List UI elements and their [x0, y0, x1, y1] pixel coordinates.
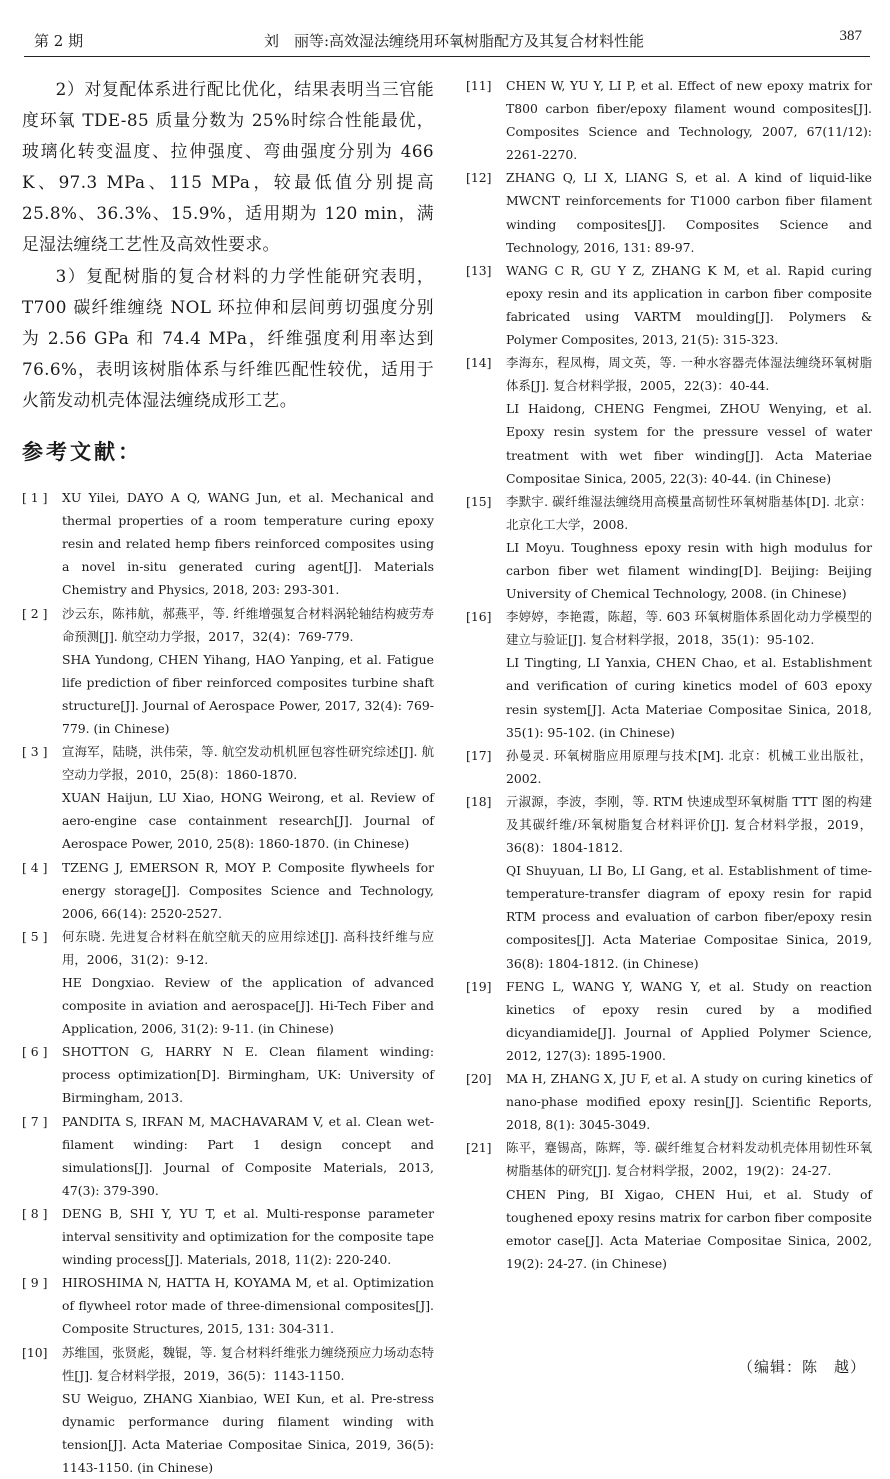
- reference-text: 李默宇. 碳纤维湿法缠绕用高模量高韧性环氧树脂基体[D]. 北京：北京化工大学，2008.: [506, 490, 872, 536]
- reference-number: [ 2 ]: [22, 602, 60, 625]
- reference-number: [ 6 ]: [22, 1040, 60, 1063]
- reference-number: [ 1 ]: [22, 486, 60, 509]
- reference-number: [16]: [466, 605, 504, 628]
- reference-text: ZHANG Q, LI X, LIANG S, et al. A kind of liquid-like MWCNT reinforcements for T1000 carbon fiber filament winding composites[J]. Composites Science and Technology, 2016, 131: 89-97.: [506, 166, 872, 258]
- conclusion-paragraph-3: 3）复配树脂的复合材料的力学性能研究表明，T700 碳纤维缠绕 NOL 环拉伸和层间剪切强度分别为 2.56 GPa 和 74.4 MPa，纤维强度利用率达到 76.6%，表明该树脂体系与纤维匹配性较优，适用于火箭发动机壳体湿法缠绕成形工艺。: [22, 261, 434, 416]
- conclusion-paragraph-2: 2）对复配体系进行配比优化，结果表明当三官能度环氧 TDE-85 质量分数为 25%时综合性能最优，玻璃化转变温度、拉伸强度、弯曲强度分别为 466 K、97.3 MPa、115 MPa，较最低值分别提高 25.8%、36.3%、15.9%，适用期为 120 min，满足湿法缠绕工艺性及高效性要求。: [22, 74, 434, 261]
- reference-number: [ 8 ]: [22, 1202, 60, 1225]
- reference-item: [22, 1271, 434, 1340]
- reference-number: [11]: [466, 74, 504, 97]
- reference-number: [15]: [466, 490, 504, 513]
- reference-number: [18]: [466, 790, 504, 813]
- reference-item: [466, 744, 872, 790]
- references-heading: 参考文献：: [22, 436, 434, 466]
- reference-item: [22, 1202, 434, 1271]
- reference-text: 何东晓. 先进复合材料在航空航天的应用综述[J]. 高科技纤维与应用，2006，31(2)：9-12.: [62, 925, 434, 971]
- reference-list-left: [22, 486, 434, 1479]
- reference-number: [ 5 ]: [22, 925, 60, 948]
- reference-item: [466, 605, 872, 744]
- reference-text: MA H, ZHANG X, JU F, et al. A study on curing kinetics of nano-phase modified epoxy resin[J]. Scientific Reports, 2018, 8(1): 3045-3049.: [506, 1067, 872, 1136]
- reference-item: [466, 1067, 872, 1136]
- reference-number: [12]: [466, 166, 504, 189]
- reference-english-text: LI Tingting, LI Yanxia, CHEN Chao, et al. Establishment and verification of curing kinetics model of 603 epoxy resin system[J]. Acta Materiae Compositae Sinica, 2018, 35(1): 95-102. (in Chinese): [506, 651, 872, 743]
- reference-text: TZENG J, EMERSON R, MOY P. Composite flywheels for energy storage[J]. Composites Science and Technology, 2006, 66(14): 2520-2527.: [62, 856, 434, 925]
- running-header: [24, 26, 870, 57]
- reference-text: 宣海军，陆晓，洪伟荣，等. 航空发动机机匣包容性研究综述[J]. 航空动力学报，2010，25(8)：1860-1870.: [62, 740, 434, 786]
- reference-text: 李婷婷，李艳霞，陈超，等. 603 环氧树脂体系固化动力学模型的建立与验证[J]. 复合材料学报，2018，35(1)：95-102.: [506, 605, 872, 651]
- reference-item: [466, 790, 872, 975]
- reference-text: XU Yilei, DAYO A Q, WANG Jun, et al. Mechanical and thermal properties of a room temperature curing epoxy resin and related hemp fibers reinforced composites using a novel in-situ generated curing agent[J]. Materials Chemistry and Physics, 2018, 203: 293-301.: [62, 486, 434, 601]
- reference-english-text: CHEN Ping, BI Xigao, CHEN Hui, et al. Study of toughened epoxy resins matrix for carbon fiber composite emotor case[J]. Acta Materiae Compositae Sinica, 2002, 19(2): 24-27. (in Chinese): [506, 1183, 872, 1275]
- reference-english-text: HE Dongxiao. Review of the application of advanced composite in aviation and aerospace[J]. Hi-Tech Fiber and Application, 2006, 31(2): 9-11. (in Chinese): [62, 971, 434, 1040]
- reference-number: [20]: [466, 1067, 504, 1090]
- reference-number: [13]: [466, 259, 504, 282]
- reference-number: [10]: [22, 1341, 60, 1364]
- issue-label: 第 2 期: [34, 30, 83, 51]
- reference-text: 陈平，蹇锡高，陈辉，等. 碳纤维复合材料发动机壳体用韧性环氧树脂基体的研究[J]. 复合材料学报，2002，19(2)：24-27.: [506, 1136, 872, 1182]
- reference-item: [22, 925, 434, 1040]
- reference-text: SHOTTON G, HARRY N E. Clean filament winding: process optimization[D]. Birmingham, UK: University of Birmingham, 2013.: [62, 1040, 434, 1109]
- reference-number: [ 4 ]: [22, 856, 60, 879]
- reference-english-text: SU Weiguo, ZHANG Xianbiao, WEI Kun, et al. Pre-stress dynamic performance during filament winding with tension[J]. Acta Materiae Compositae Sinica, 2019, 36(5): 1143-1150. (in Chinese): [62, 1387, 434, 1479]
- reference-item: [22, 1341, 434, 1479]
- reference-item: [22, 486, 434, 601]
- reference-number: [17]: [466, 744, 504, 767]
- reference-english-text: QI Shuyuan, LI Bo, LI Gang, et al. Establishment of time-temperature-transfer diagram of epoxy resin for rapid RTM process and evaluation of carbon fiber/epoxy resin composites[J]. Acta Materiae Compositae Sinica, 2019, 36(8): 1804-1812. (in Chinese): [506, 859, 872, 974]
- reference-english-text: LI Haidong, CHENG Fengmei, ZHOU Wenying, et al. Epoxy resin system for the pressure vessel of water treatment with wet fiber winding[J]. Acta Materiae Compositae Sinica, 2005, 22(3): 40-44. (in Chinese): [506, 397, 872, 489]
- reference-item: [466, 1136, 872, 1275]
- reference-english-text: XUAN Haijun, LU Xiao, HONG Weirong, et al. Review of aero-engine case containment research[J]. Journal of Aerospace Power, 2010, 25(8): 1860-1870. (in Chinese): [62, 786, 434, 855]
- reference-number: [ 9 ]: [22, 1271, 60, 1294]
- reference-text: HIROSHIMA N, HATTA H, KOYAMA M, et al. Optimization of flywheel rotor made of three-dimensional composites[J]. Composite Structures, 2015, 131: 304-311.: [62, 1271, 434, 1340]
- reference-item: [466, 490, 872, 605]
- reference-item: [466, 351, 872, 490]
- reference-number: [14]: [466, 351, 504, 374]
- reference-number: [ 7 ]: [22, 1110, 60, 1133]
- reference-text: WANG C R, GU Y Z, ZHANG K M, et al. Rapid curing epoxy resin and its application in carbon fiber composite fabricated using VARTM moulding[J]. Polymers & Polymer Composites, 2013, 21(5): 315-323.: [506, 259, 872, 351]
- reference-item: [466, 166, 872, 258]
- reference-item: [22, 856, 434, 925]
- reference-item: [22, 602, 434, 741]
- reference-text: 李海东，程凤梅，周文英，等. 一种水容器壳体湿法缠绕环氧树脂体系[J]. 复合材料学报，2005，22(3)：40-44.: [506, 351, 872, 397]
- reference-text: PANDITA S, IRFAN M, MACHAVARAM V, et al. Clean wet-filament winding: Part 1 design concept and simulations[J]. Journal of Composite Materials, 2013, 47(3): 379-390.: [62, 1110, 434, 1202]
- left-column: [22, 74, 434, 1479]
- reference-number: [ 3 ]: [22, 740, 60, 763]
- reference-text: FENG L, WANG Y, WANG Y, et al. Study on reaction kinetics of epoxy resin cured by a modified dicyandiamide[J]. Journal of Applied Polymer Science, 2012, 127(3): 1895-1900.: [506, 975, 872, 1067]
- reference-item: [22, 1040, 434, 1109]
- reference-item: [466, 74, 872, 166]
- reference-english-text: LI Moyu. Toughness epoxy resin with high modulus for carbon fiber wet filament winding[D]. Beijing: Beijing University of Chemical Technology, 2008. (in Chinese): [506, 536, 872, 605]
- reference-text: 亓淑源，李波，李刚，等. RTM 快速成型环氧树脂 TTT 图的构建及其碳纤维/环氧树脂复合材料评价[J]. 复合材料学报，2019，36(8)：1804-1812.: [506, 790, 872, 859]
- editor-note: （编辑：陈 越）: [738, 1356, 866, 1377]
- reference-text: 孙曼灵. 环氧树脂应用原理与技术[M]. 北京：机械工业出版社，2002.: [506, 744, 872, 790]
- page-number: 387: [840, 28, 863, 45]
- reference-number: [19]: [466, 975, 504, 998]
- reference-item: [466, 259, 872, 351]
- reference-item: [22, 740, 434, 855]
- reference-item: [466, 975, 872, 1067]
- reference-text: 沙云东，陈祎航，郝燕平，等. 纤维增强复合材料涡轮轴结构疲劳寿命预测[J]. 航空动力学报，2017，32(4)：769-779.: [62, 602, 434, 648]
- reference-text: CHEN W, YU Y, LI P, et al. Effect of new epoxy matrix for T800 carbon fiber/epoxy filament wound composites[J]. Composites Science and Technology, 2007, 67(11/12): 2261-2270.: [506, 74, 872, 166]
- running-title: 刘 丽等:高效湿法缠绕用环氧树脂配方及其复合材料性能: [264, 30, 644, 51]
- reference-item: [22, 1110, 434, 1202]
- reference-text: DENG B, SHI Y, YU T, et al. Multi-response parameter interval sensitivity and optimization for the composite tape winding process[J]. Materials, 2018, 11(2): 220-240.: [62, 1202, 434, 1271]
- reference-text: 苏维国，张贤彪，魏锟，等. 复合材料纤维张力缠绕预应力场动态特性[J]. 复合材料学报，2019，36(5)：1143-1150.: [62, 1341, 434, 1387]
- reference-number: [21]: [466, 1136, 504, 1159]
- reference-list-right: [466, 74, 872, 1275]
- reference-english-text: SHA Yundong, CHEN Yihang, HAO Yanping, et al. Fatigue life prediction of fiber reinforced composites turbine shaft structure[J]. Journal of Aerospace Power, 2017, 32(4): 769-779. (in Chinese): [62, 648, 434, 740]
- right-column: [466, 74, 872, 1275]
